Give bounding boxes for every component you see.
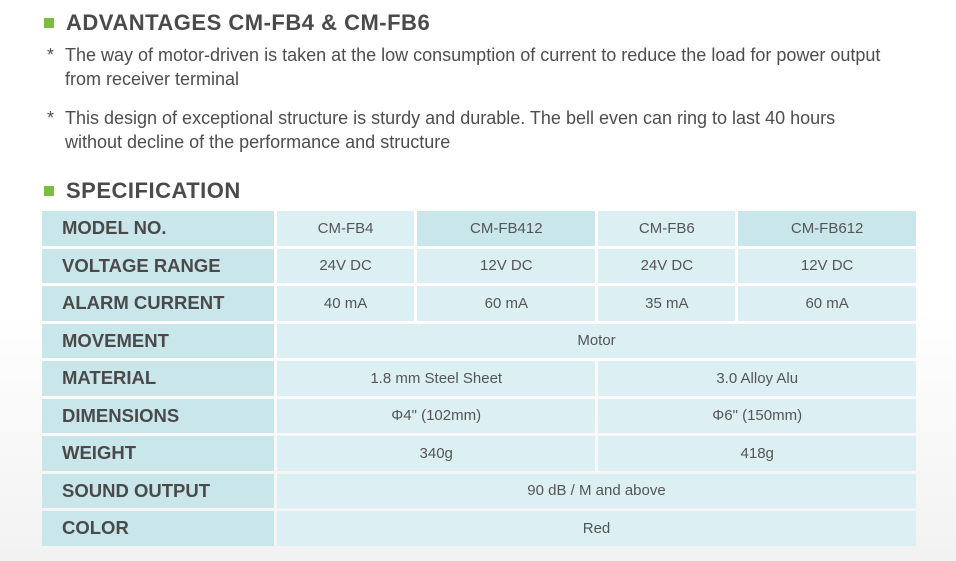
advantage-item-2-line-1: This design of exceptional structure is sturdy and durable. The bell even can ring to last 40 hours	[65, 108, 836, 128]
current-cell: 35 mA	[598, 286, 735, 321]
row-label-weight: WEIGHT	[42, 436, 274, 471]
advantage-item-1-line-1: The way of motor-driven is taken at the low consumption of current to reduce the load for power output	[65, 45, 881, 65]
specification-title: SPECIFICATION	[66, 178, 241, 203]
movement-cell: Motor	[277, 324, 916, 359]
table-row-color	[42, 511, 916, 546]
row-label-color: COLOR	[42, 511, 274, 546]
table-row-current	[42, 286, 916, 321]
voltage-cell: 12V DC	[738, 249, 916, 284]
asterisk-icon: *	[47, 45, 55, 65]
table-row-dimensions	[42, 399, 916, 434]
voltage-cell: 24V DC	[277, 249, 414, 284]
voltage-cell: 24V DC	[598, 249, 735, 284]
model-cell: CM-FB412	[417, 211, 595, 246]
table-row-weight	[42, 436, 916, 471]
model-cell: CM-FB612	[738, 211, 916, 246]
model-cell: CM-FB6	[598, 211, 735, 246]
current-cell: 40 mA	[277, 286, 414, 321]
row-label-current: ALARM CURRENT	[42, 286, 274, 321]
voltage-cell: 12V DC	[417, 249, 595, 284]
table-row-voltage	[42, 249, 916, 284]
advantages-header	[44, 10, 430, 36]
green-square-icon	[44, 186, 54, 196]
row-label-sound: SOUND OUTPUT	[42, 474, 274, 509]
specification-table	[39, 208, 919, 549]
table-row-sound	[42, 474, 916, 509]
row-label-material: MATERIAL	[42, 361, 274, 396]
specification-header	[44, 178, 241, 204]
row-label-voltage: VOLTAGE RANGE	[42, 249, 274, 284]
current-cell: 60 mA	[417, 286, 595, 321]
table-row-movement	[42, 324, 916, 359]
dimensions-cell: Φ4" (102mm)	[277, 399, 595, 434]
color-cell: Red	[277, 511, 916, 546]
material-cell: 1.8 mm Steel Sheet	[277, 361, 595, 396]
table-row-model	[42, 211, 916, 246]
model-cell: CM-FB4	[277, 211, 414, 246]
asterisk-icon: *	[47, 108, 55, 128]
weight-cell: 340g	[277, 436, 595, 471]
table-row-material	[42, 361, 916, 396]
current-cell: 60 mA	[738, 286, 916, 321]
row-label-model: MODEL NO.	[42, 211, 274, 246]
row-label-dimensions: DIMENSIONS	[42, 399, 274, 434]
material-cell: 3.0 Alloy Alu	[598, 361, 916, 396]
advantage-item-2	[47, 106, 927, 154]
advantages-title: ADVANTAGES CM-FB4 & CM-FB6	[66, 10, 431, 35]
advantage-item-1	[47, 43, 927, 91]
sound-cell: 90 dB / M and above	[277, 474, 916, 509]
advantage-item-2-line-2: without decline of the performance and structure	[65, 132, 451, 152]
row-label-movement: MOVEMENT	[42, 324, 274, 359]
advantage-item-1-line-2: from receiver terminal	[65, 69, 240, 89]
dimensions-cell: Φ6" (150mm)	[598, 399, 916, 434]
weight-cell: 418g	[598, 436, 916, 471]
green-square-icon	[44, 18, 54, 28]
